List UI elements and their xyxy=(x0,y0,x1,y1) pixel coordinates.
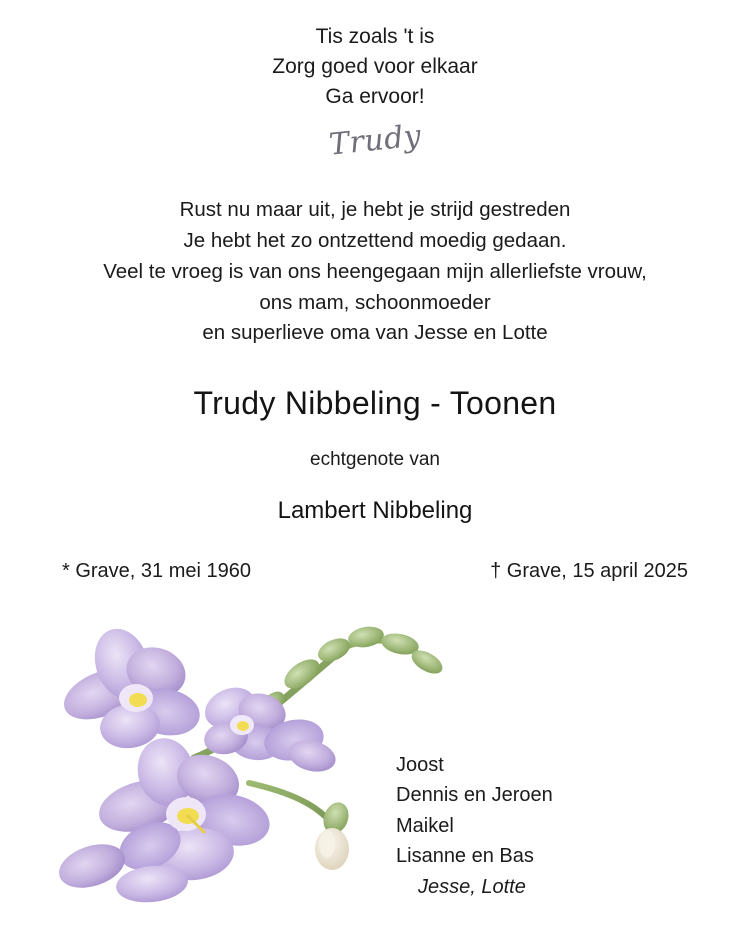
survivor-2: Dennis en Jeroen xyxy=(396,784,553,807)
motto-line-3: Ga ervoor! xyxy=(325,84,425,108)
motto-line-2: Zorg goed voor elkaar xyxy=(272,54,478,78)
verse-line-5: en superlieve oma van Jesse en Lotte xyxy=(202,321,548,345)
signature-area xyxy=(0,115,750,173)
motto-line-1: Tis zoals 't is xyxy=(315,25,435,48)
spouse-name: Lambert Nibbeling xyxy=(277,497,473,525)
relation-label: echtgenote van xyxy=(310,449,440,471)
survivor-3: Maikel xyxy=(396,814,454,837)
freesia-flowers-illustration xyxy=(44,608,444,908)
handwritten-signature: Trudy xyxy=(327,118,423,164)
verse-line-3: Veel te vroeg is van ons heengegaan mijn allerliefste vrouw, xyxy=(103,259,647,283)
survivor-1: Joost xyxy=(396,754,444,776)
verse-line-2: Je hebt het zo ontzettend moedig gedaan. xyxy=(183,229,567,253)
dates-row xyxy=(0,560,750,583)
motto-block xyxy=(0,0,750,111)
birth-date: * Grave, 31 mei 1960 xyxy=(62,560,251,583)
grandchildren: Jesse, Lotte xyxy=(418,875,526,898)
survivor-4: Lisanne en Bas xyxy=(396,845,534,868)
survivors-list xyxy=(396,750,553,902)
death-date: † Grave, 15 april 2025 xyxy=(490,560,688,583)
verse-line-1: Rust nu maar uit, je hebt je strijd gestreden xyxy=(179,198,571,222)
verse-line-4: ons mam, schoonmoeder xyxy=(259,290,491,314)
deceased-name: Trudy Nibbeling - Toonen xyxy=(193,385,557,422)
verse-block xyxy=(0,195,750,349)
